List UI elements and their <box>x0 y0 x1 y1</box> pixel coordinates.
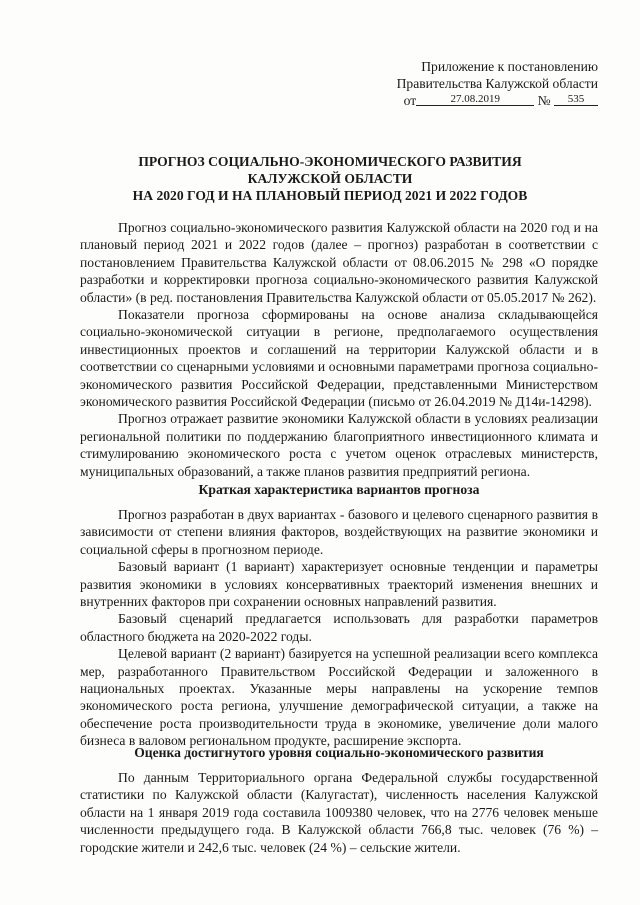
variants-paragraph-2: Базовый вариант (1 вариант) характеризует основные тенденции и параметры развития экономики в условиях консервативных траекторий изменения внешних и внутренних факторов при сохранении основных направлений развития. <box>80 559 598 610</box>
intro-paragraph-1: Прогноз социально-экономического развития Калужской области на 2020 год и на плановый период 2021 и 2022 годов (далее – прогноз) разработан в соответствии с постановлением Правительства Калужской области от 08.06.2015 № 298 «О порядке разработки и корректировки прогноза социально-экономического развития Калужской области» (в ред. постановления Правительства Калужской области от 05.05.2017 № 262). <box>80 220 598 305</box>
document-title <box>80 153 580 204</box>
variants-block <box>80 506 598 750</box>
appendix-header <box>397 58 598 109</box>
appendix-line-1: Приложение к постановлению <box>421 59 598 74</box>
variants-paragraph-1: Прогноз разработан в двух вариантах - базового и целевого сценарного развития в зависимости от степени влияния факторов, воздействующих на развитие экономики и социальной сферы в прогнозном периоде. <box>80 507 598 557</box>
resolution-meta <box>404 92 598 109</box>
resolution-date: 27.08.2019 <box>416 93 534 106</box>
resolution-number: 535 <box>554 93 598 106</box>
assessment-paragraph-1: По данным Территориального органа Федеральной службы государственной статистики по Калужской области (Калугастат), численность населения Калужской области на 1 января 2019 года составила 1009380 человек, что на 2776 человек меньше численности предыдущего года. В Калужской области 766,8 тыс. человек (76 %) – городские жители и 242,6 тыс. человек (24 %) – сельские жители. <box>80 770 598 855</box>
appendix-line-2: Правительства Калужской области <box>396 76 598 91</box>
intro-paragraph-2: Показатели прогноза сформированы на основе анализа складывающейся социально-экономической ситуации в регионе, предполагаемого осуществления инвестиционных проектов и соглашений на территории Калужской области и в соответствии со сценарными условиями и основными параметрами прогноза социально-экономического развития Российской Федерации, представленными Министерством экономического развития Российской Федерации (письмо от 26.04.2019 № Д14и-14298). <box>80 307 598 410</box>
title-line-3: НА 2020 ГОД И НА ПЛАНОВЫЙ ПЕРИОД 2021 И 2022 ГОДОВ <box>132 188 528 203</box>
intro-paragraph-3: Прогноз отражает развитие экономики Калужской области в условиях реализации региональной политики по поддержанию благоприятного инвестиционного климата и стимулированию экономического роста с учетом оценок отраслевых министерств, муниципальных образований, а также планов развития предприятий региона. <box>80 411 598 479</box>
number-label: № <box>537 93 551 108</box>
title-line-2: КАЛУЖСКОЙ ОБЛАСТИ <box>247 171 413 186</box>
variants-paragraph-3: Базовый сценарий предлагается использовать для разработки параметров областного бюджета на 2020-2022 годы. <box>80 611 598 644</box>
assessment-block <box>80 769 598 856</box>
from-label: от <box>403 93 417 108</box>
title-line-1: ПРОГНОЗ СОЦИАЛЬНО-ЭКОНОМИЧЕСКОГО РАЗВИТИЯ <box>138 154 522 169</box>
section-heading-variants: Краткая характеристика вариантов прогноза <box>198 482 480 497</box>
intro-block <box>80 219 598 480</box>
variants-paragraph-4: Целевой вариант (2 вариант) базируется на успешной реализации всего комплекса мер, разработанного Правительством Российской Федерации и заложенного в национальных проектах. Указанные меры направлены на ускорение темпов экономического роста региона, улучшение демографической ситуации, а также на обеспечение роста производительности труда в экономике, увеличение доли малого бизнеса в валовом региональном продукте, расширение экспорта. <box>80 646 598 749</box>
section-heading-assessment: Оценка достигнутого уровня социально-экономического развития <box>134 745 544 760</box>
